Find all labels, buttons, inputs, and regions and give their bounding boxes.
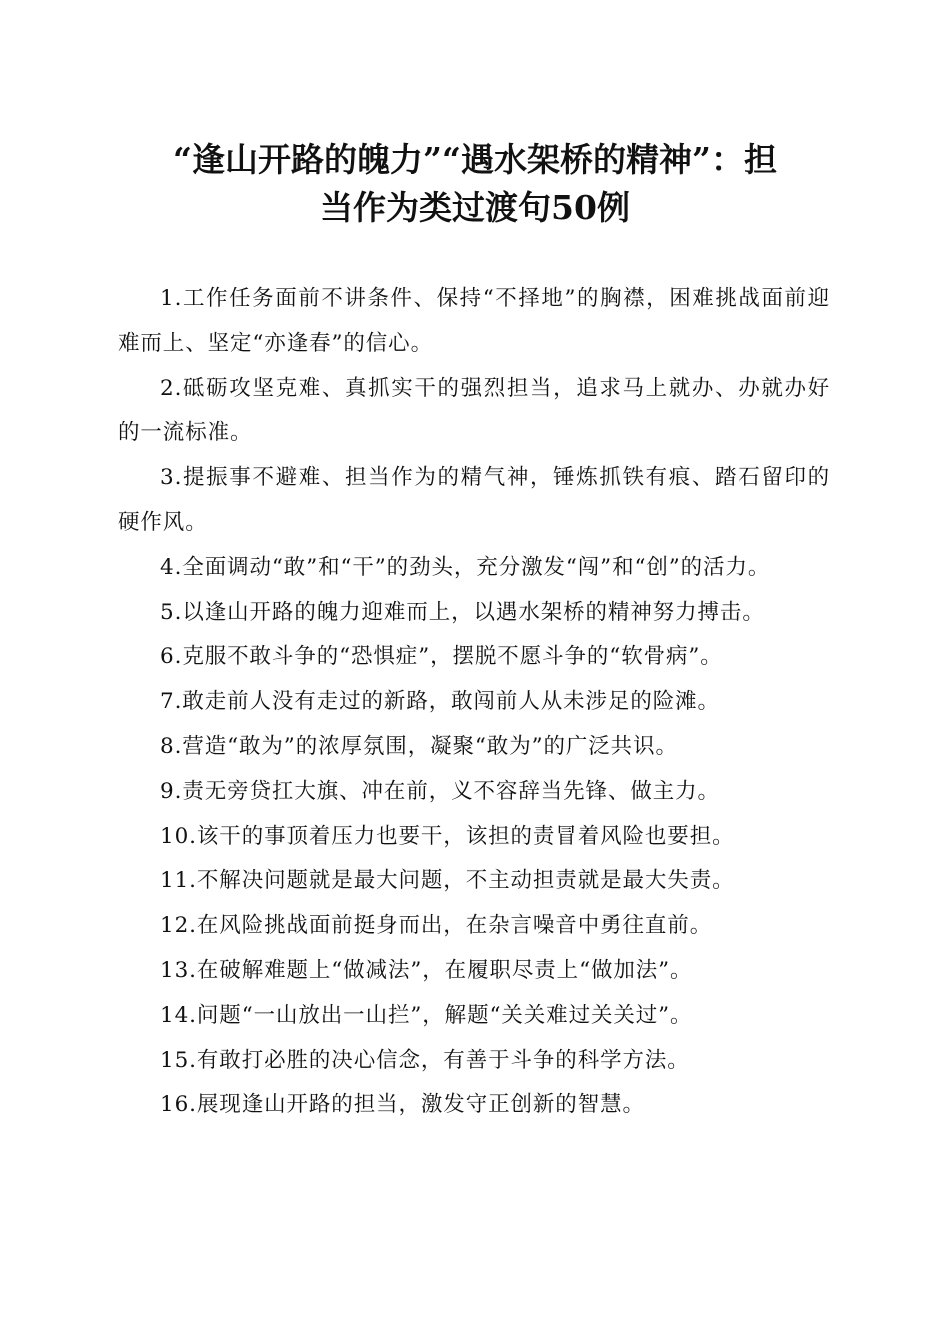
list-item: 13.在破解难题上“做减法”，在履职尽责上“做加法”。 (160, 957, 693, 983)
document-body (118, 277, 830, 1128)
list-item: 11.不解决问题就是最大问题，不主动担责就是最大失责。 (160, 868, 735, 894)
list-item: 10.该干的事顶着压力也要干，该担的责冒着风险也要担。 (160, 823, 735, 849)
list-item: 5.以逢山开路的魄力迎难而上，以遇水架桥的精神努力搏击。 (160, 599, 765, 625)
list-item: 6.克服不敢斗争的“恐惧症”，摆脱不愿斗争的“软骨病”。 (160, 644, 723, 670)
list-item: 4.全面调动“敢”和“干”的劲头，充分激发“闯”和“创”的活力。 (160, 554, 771, 580)
list-item: 12.在风险挑战面前挺身而出，在杂言噪音中勇往直前。 (160, 913, 713, 939)
list-item: 14.问题“一山放出一山拦”，解题“关关难过关关过”。 (160, 1002, 693, 1028)
list-item: 3.提振事不避难、担当作为的精气神，锤炼抓铁有痕、踏石留印的硬作风。 (118, 465, 830, 535)
list-item: 16.展现逢山开路的担当，激发守正创新的智慧。 (160, 1092, 645, 1118)
title-line-1: “逢山开路的魄力”“遇水架桥的精神”：担 (173, 140, 777, 179)
list-item: 2.砥砺攻坚克难、真抓实干的强烈担当，追求马上就办、办就办好的一流标准。 (118, 375, 830, 446)
title-line-2: 当作为类过渡句50例 (320, 188, 630, 227)
list-item: 1.工作任务面前不讲条件、保持“不择地”的胸襟，困难挑战面前迎难而上、坚定“亦逢春”的信心。 (118, 286, 830, 356)
document-title (110, 136, 840, 232)
list-item: 8.营造“敢为”的浓厚氛围，凝聚“敢为”的广泛共识。 (160, 733, 678, 759)
list-item: 7.敢走前人没有走过的新路，敢闯前人从未涉足的险滩。 (160, 689, 720, 715)
list-item: 9.责无旁贷扛大旗、冲在前，义不容辞当先锋、做主力。 (160, 778, 720, 804)
list-item: 15.有敢打必胜的决心信念，有善于斗争的科学方法。 (160, 1047, 690, 1073)
